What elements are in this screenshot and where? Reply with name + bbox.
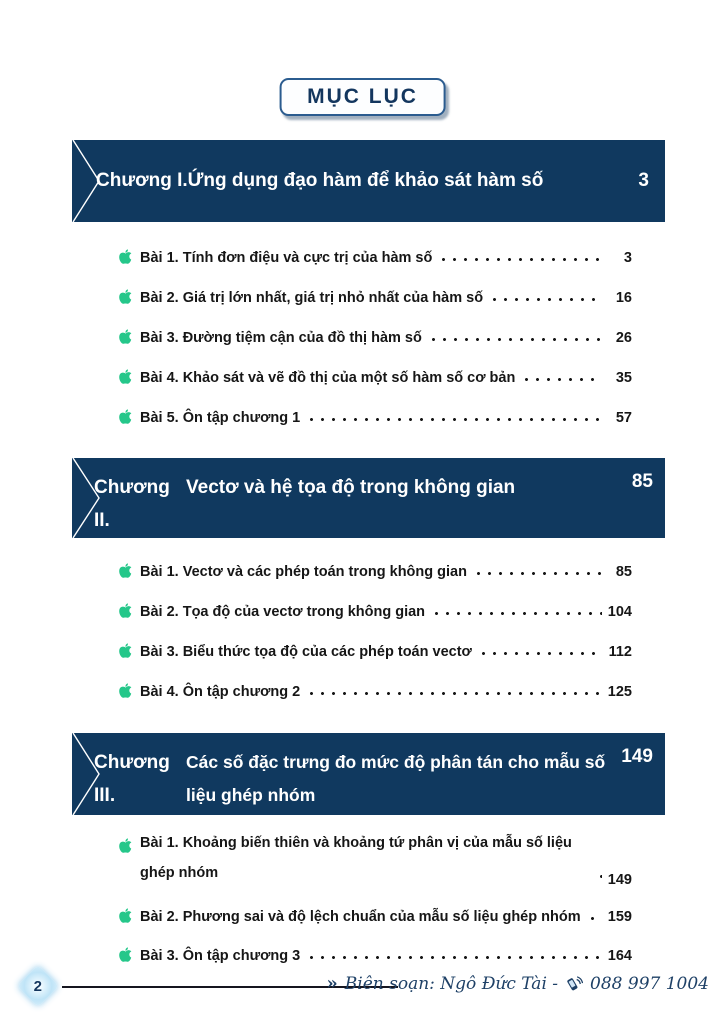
toc-item-page: 112: [608, 644, 632, 660]
page-title: MỤC LỤC: [279, 78, 446, 116]
chapter-2-items: [118, 548, 632, 708]
apple-icon: [118, 562, 133, 578]
dot-leader: [478, 651, 602, 656]
dot-leader: [306, 417, 602, 422]
toc-item-page: 3: [623, 250, 632, 266]
chevron-icon: [72, 733, 106, 815]
footer-credit: [327, 973, 709, 994]
toc-item-page: 57: [615, 410, 632, 426]
dot-leader: [587, 916, 602, 921]
chapter-1-title-text: Ứng dụng đạo hàm để khảo sát hàm số: [187, 170, 544, 191]
toc-item-label: Bài 3. Ôn tập chương 3: [140, 948, 301, 964]
chevron-icon: [72, 458, 106, 538]
chapter-1-header: [72, 140, 665, 222]
chapter-3-items: [118, 828, 632, 972]
chevron-icon: [72, 140, 106, 222]
toc-item-label: Bài 1. Khoảng biến thiên và khoảng tứ phân vị của mẫu số liệu ghép nhóm: [140, 835, 572, 881]
toc-item-page: 26: [615, 330, 632, 346]
dot-leader: [489, 297, 602, 302]
footer-credit-text: Biên soạn: Ngô Đức Tài -: [344, 973, 559, 994]
dot-leader: [431, 611, 602, 616]
apple-icon: [118, 408, 133, 424]
toc-item-label: Bài 1. Vectơ và các phép toán trong không gian: [140, 564, 467, 580]
apple-icon: [118, 602, 133, 618]
toc-item-page: 159: [607, 909, 632, 925]
phone-icon: [565, 975, 583, 993]
toc-item: [118, 548, 632, 588]
chapter-3-title: Các số đặc trưng đo mức độ phân tán cho mẫu số liệu ghép nhóm: [186, 752, 606, 805]
chapter-2-header: [72, 458, 665, 538]
chapter-3-page: 149: [621, 746, 653, 767]
toc-item-label: Bài 3. Đường tiệm cận của đồ thị hàm số: [140, 330, 422, 346]
apple-icon: [118, 328, 133, 344]
toc-item: [118, 894, 632, 933]
apple-icon: [118, 288, 133, 304]
double-angle-icon: »: [326, 973, 338, 994]
chapter-1-label: Chương I.: [96, 170, 188, 191]
toc-item-page: 16: [615, 290, 632, 306]
toc-item-label: Bài 4. Ôn tập chương 2: [140, 684, 301, 700]
toc-item-page: 149: [607, 872, 632, 888]
toc-item-page: 104: [607, 604, 632, 620]
toc-item: [118, 628, 632, 668]
toc-item: [118, 314, 632, 354]
toc-item-label: Bài 3. Biểu thức tọa độ của các phép toán vectơ: [140, 644, 472, 660]
toc-item-page: 164: [607, 948, 632, 964]
apple-icon: [118, 682, 133, 698]
toc-item: [118, 933, 632, 972]
footer-phone: 088 997 1004: [590, 973, 709, 994]
chapter-1-title: [96, 170, 628, 192]
toc-item-label: Bài 2. Giá trị lớn nhất, giá trị nhỏ nhất của hàm số: [140, 290, 484, 306]
chapter-2-title: Vectơ và hệ tọa độ trong không gian: [186, 477, 516, 498]
dot-leader: [473, 571, 602, 576]
chapter-1-items: [118, 234, 632, 434]
toc-item-page: 125: [607, 684, 632, 700]
dot-leader: [306, 691, 602, 696]
page-number-badge: [17, 965, 59, 1007]
toc-item: [118, 588, 632, 628]
toc-item-page: 35: [615, 370, 632, 386]
toc-item: [118, 354, 632, 394]
toc-item-label: Bài 2. Phương sai và độ lệch chuẩn của mẫu số liệu ghép nhóm: [140, 909, 581, 925]
chapter-2-page: 85: [631, 471, 653, 492]
page-number: 2: [33, 977, 43, 995]
toc-item-label: Bài 2. Tọa độ của vectơ trong không gian: [140, 604, 426, 620]
toc-item: [118, 234, 632, 274]
dot-leader: [521, 377, 602, 382]
dot-leader: [596, 874, 602, 879]
toc-item-label: Bài 4. Khảo sát và vẽ đồ thị của một số hàm số cơ bản: [140, 370, 516, 386]
dot-leader: [428, 337, 602, 342]
dot-leader: [306, 955, 602, 960]
toc-item: [118, 274, 632, 314]
dot-leader: [438, 257, 602, 262]
apple-icon: [118, 642, 133, 658]
apple-icon: [118, 907, 133, 923]
apple-icon: [118, 368, 133, 384]
toc-item-label: Bài 1. Tính đơn điệu và cực trị của hàm số: [140, 250, 433, 266]
chapter-2-label: Chương II.: [94, 477, 170, 531]
toc-item-label: Bài 5. Ôn tập chương 1: [140, 410, 301, 426]
chapter-3-header: [72, 733, 665, 815]
apple-icon: [118, 837, 133, 853]
toc-item: [118, 668, 632, 708]
apple-icon: [118, 946, 133, 962]
apple-icon: [118, 248, 133, 264]
chapter-3-label: Chương III.: [94, 752, 170, 806]
toc-item: [118, 828, 632, 888]
chapter-1-page: 3: [638, 170, 649, 191]
toc-item-page: 85: [615, 564, 632, 580]
toc-item: [118, 394, 632, 434]
